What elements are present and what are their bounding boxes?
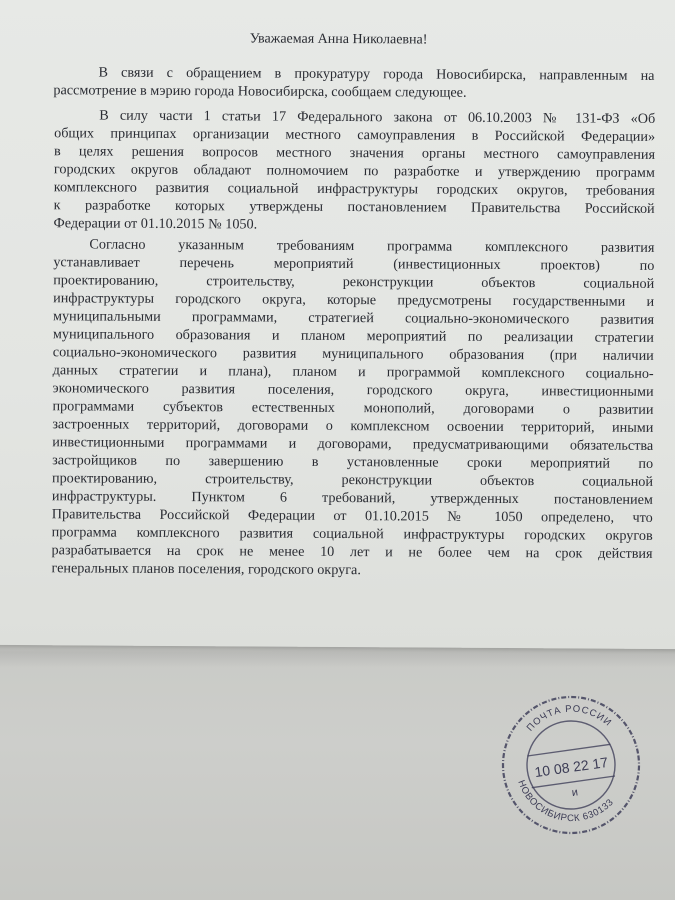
body-line: проектированию, строительству, реконструкции объектов социальной [53, 272, 655, 292]
body-line: к разработке которых утверждены постановлением Правительства Российской [53, 197, 655, 217]
body-line: Федерации от 01.10.2015 № 1050. [53, 215, 258, 233]
body-line: инфраструктуры городского округа, которые предусмотрены государственными и [53, 290, 655, 310]
body-line: застроенных территорий, договорами о комплексном освоении территорий, иными [52, 416, 654, 436]
postal-stamp-graphic [486, 680, 655, 849]
stamp-mark: и [571, 786, 579, 800]
body-line: социально-экономического развития муниципального образования (при наличии [52, 344, 654, 364]
stamp-bottom-text: НОВОСИБИРСК 630133 [515, 778, 616, 825]
body-line: В связи с обращением в прокуратуру города Новосибирска, направленным на [98, 64, 655, 84]
body-line: общих принципах организации местного самоуправления в Российской Федерации» [54, 125, 656, 145]
body-line: данных стратегии и плана), планом и программой комплексного социально- [52, 362, 654, 382]
body-line: инвестиционными программами и договорами, предусматривающими обязательства [52, 434, 654, 454]
body-line: разрабатывается на срок не менее 10 лет и не более чем на срок действия [51, 542, 653, 562]
salutation: Уважаемая Анна Николаевна! [249, 31, 428, 48]
body-line: городских округов обладают полномочием по разработке и утверждению программ [53, 161, 655, 181]
stamp-date: 10 08 22 17 [533, 753, 610, 781]
body-line: В силу части 1 статьи 17 Федерального закона от 06.10.2003 № 131-ФЗ «Об [99, 107, 656, 127]
body-line: проектированию, строительству, реконструкции объектов социальной [51, 470, 654, 490]
postal-stamp [486, 680, 655, 849]
body-line: программами субъектов естественных монополий, договорами о развитии [52, 398, 654, 418]
body-line: программа комплексного развития социальной инфраструктуры городских округов [51, 524, 653, 544]
body-line: Правительства Российской Федерации от 01.10.2015 № 1050 определено, что [51, 506, 653, 526]
stamp-top-text: ПОЧТА РОССИИ [524, 703, 614, 734]
body-line: инфраструктуры. Пунктом 6 требований, утвержденных постановлением [51, 488, 653, 508]
body-line: рассмотрение в мэрию города Новосибирска, сообщаем следующее. [53, 82, 467, 101]
body-line: экономического развития поселения, городского округа, инвестиционными [52, 380, 654, 400]
body-line: генеральных планов поселения, городского округа. [51, 560, 361, 579]
body-line: устанавливает перечень мероприятий (инвестиционных проектов) по [53, 254, 655, 274]
body-line: Согласно указанным требованиям программа комплексного развития [89, 236, 655, 256]
body-line: комплексного развития социальной инфраструктуры городских округов, требования [53, 179, 655, 199]
body-line: муниципального образования и планом мероприятий по реализации стратегии [52, 326, 654, 346]
body-line: муниципальными программами, стратегией социально-экономического развития [52, 308, 655, 328]
svg-text:НОВОСИБИРСК 630133 [515, 767, 618, 832]
body-line: в целях решения вопросов местного значения органы местного самоуправления [53, 143, 656, 163]
body-line: застройщиков по завершению в установленные сроки мероприятий по [52, 452, 654, 472]
